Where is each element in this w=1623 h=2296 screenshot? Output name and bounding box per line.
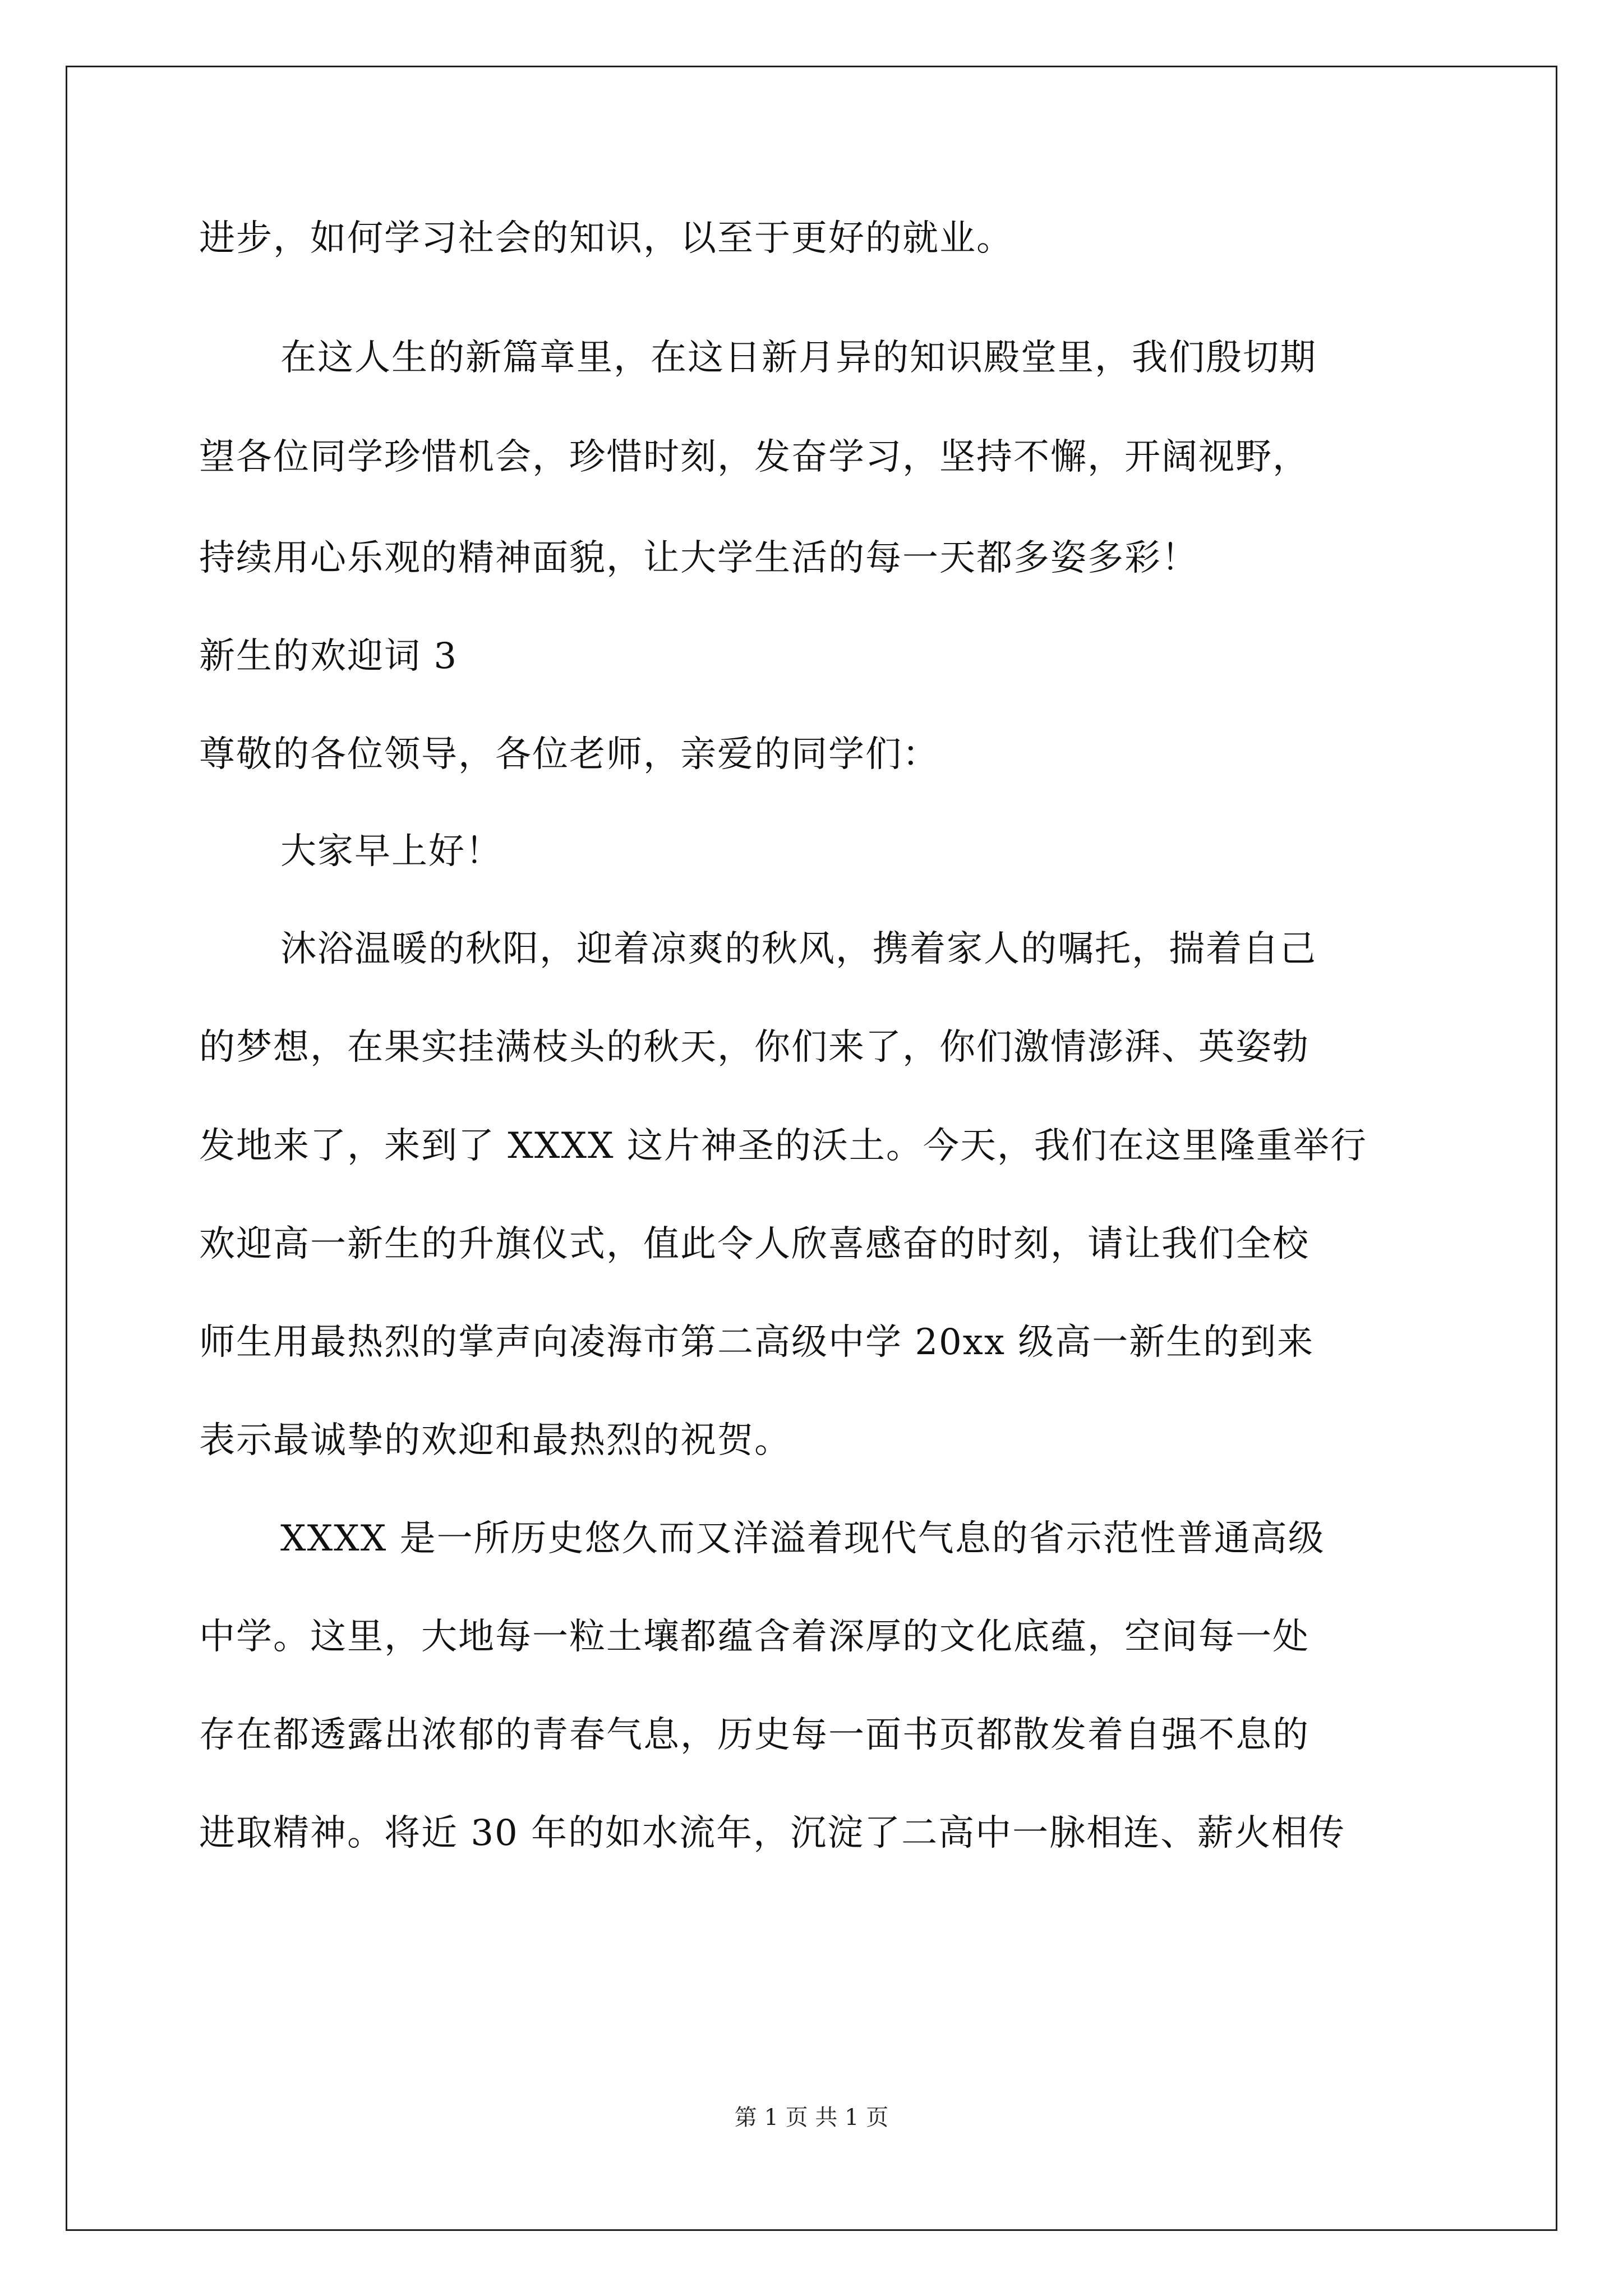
- salutation: 尊敬的各位领导，各位老师，亲爱的同学们：: [199, 734, 939, 775]
- page-footer: 第 1 页 共 1 页: [734, 2105, 889, 2131]
- body-line-17: 进取精神。将近 30 年的如水流年，沉淀了二高中一脉相连、薪火相传: [199, 1812, 1346, 1854]
- body-line-13: 表示最诚挚的欢迎和最热烈的祝贺。: [199, 1420, 791, 1461]
- body-line-2: 在这人生的新篇章里，在这日新月异的知识殿堂里，我们殷切期: [280, 337, 1317, 379]
- body-line-4: 持续用心乐观的精神面貌，让大学生活的每一天都多姿多彩！: [199, 537, 1198, 579]
- body-line-11: 欢迎高一新生的升旗仪式，值此令人欣喜感奋的时刻，请让我们全校: [199, 1223, 1310, 1265]
- body-line-16: 存在都透露出浓郁的青春气息，历史每一面书页都散发着自强不息的: [199, 1714, 1310, 1756]
- section-heading: 新生的欢迎词 3: [199, 636, 458, 677]
- body-line-14: XXXX 是一所历史悠久而又洋溢着现代气息的省示范性普通高级: [280, 1518, 1325, 1559]
- body-line-12: 师生用最热烈的掌声向凌海市第二高级中学 20xx 级高一新生的到来: [199, 1322, 1315, 1363]
- body-line-8: 沐浴温暖的秋阳，迎着凉爽的秋风，携着家人的嘱托，揣着自己: [280, 928, 1317, 970]
- greeting: 大家早上好！: [280, 831, 502, 872]
- body-line-15: 中学。这里，大地每一粒土壤都蕴含着深厚的文化底蕴，空间每一处: [199, 1616, 1310, 1658]
- body-line-10: 发地来了，来到了 XXXX 这片神圣的沃土。今天，我们在这里隆重举行: [199, 1125, 1367, 1167]
- body-line-1: 进步，如何学习社会的知识，以至于更好的就业。: [199, 218, 1013, 259]
- body-line-3: 望各位同学珍惜机会，珍惜时刻，发奋学习，坚持不懈，开阔视野，: [199, 436, 1310, 478]
- body-line-9: 的梦想，在果实挂满枝头的秋天，你们来了，你们激情澎湃、英姿勃: [199, 1027, 1310, 1068]
